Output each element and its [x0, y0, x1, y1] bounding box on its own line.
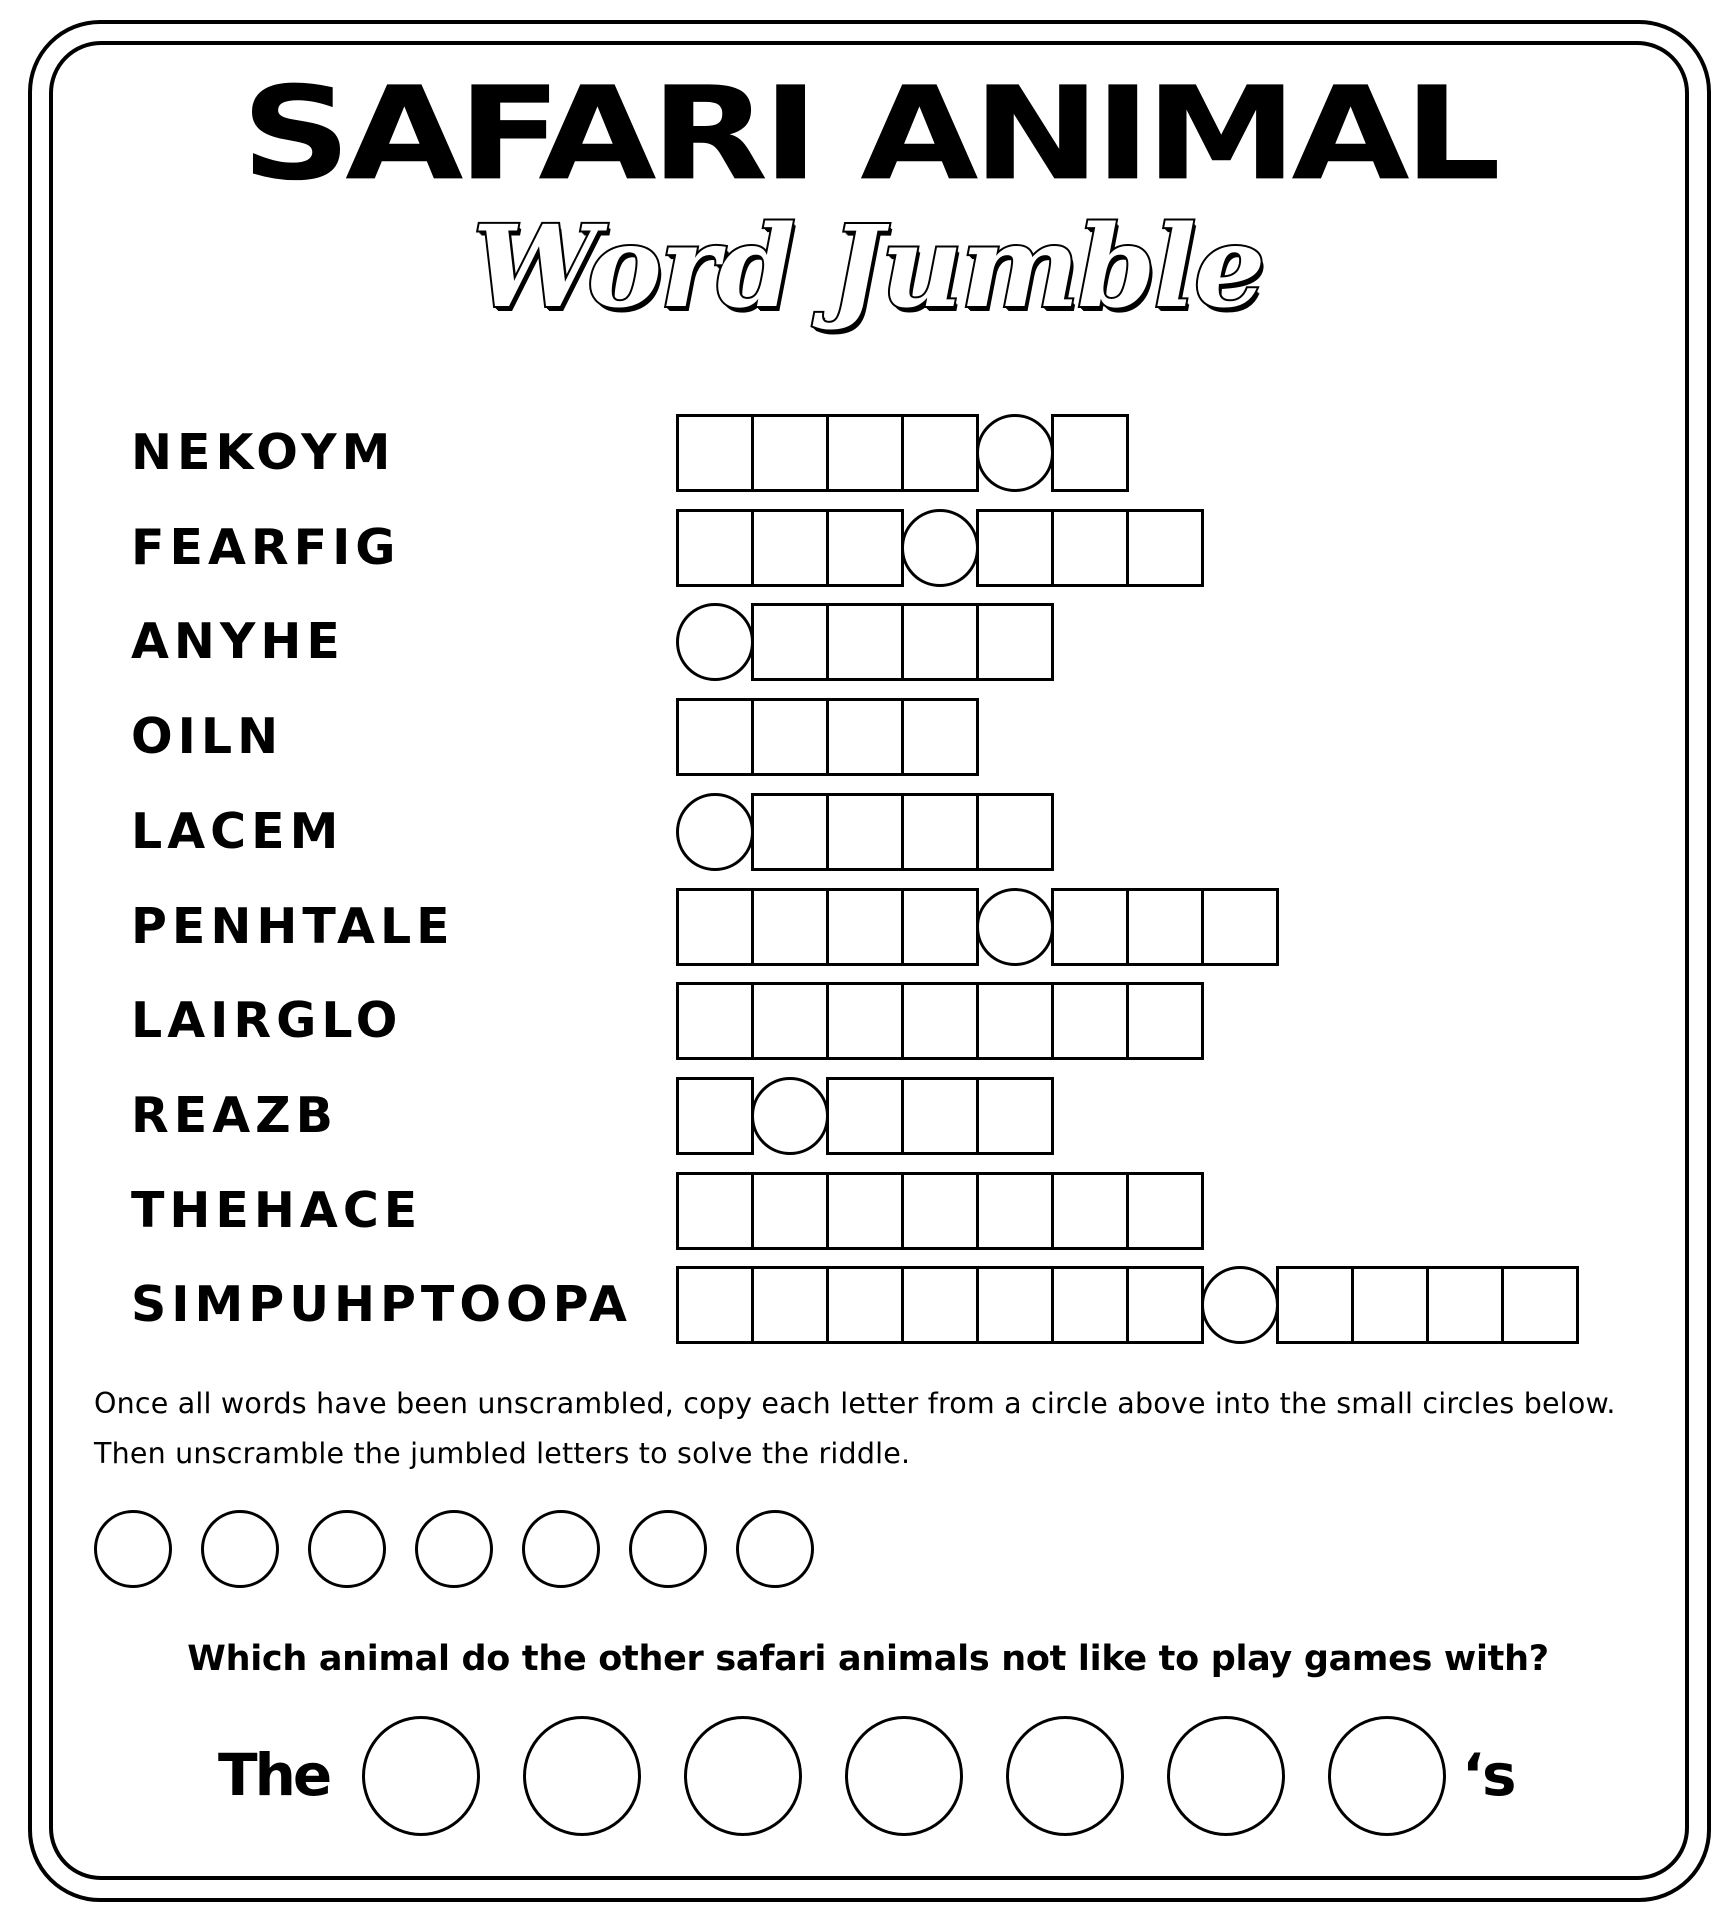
- letter-circle[interactable]: [751, 1077, 829, 1155]
- letter-circle[interactable]: [901, 509, 979, 587]
- letter-box[interactable]: [826, 1266, 904, 1344]
- letter-box[interactable]: [976, 509, 1054, 587]
- answer-grid: [676, 1172, 1201, 1250]
- letter-box[interactable]: [901, 1172, 979, 1250]
- letter-box[interactable]: [901, 888, 979, 966]
- letter-box[interactable]: [826, 698, 904, 776]
- answer-suffix: ‘s: [1462, 1741, 1515, 1809]
- letter-box[interactable]: [676, 982, 754, 1060]
- letter-box[interactable]: [976, 1266, 1054, 1344]
- letter-box[interactable]: [901, 603, 979, 681]
- letter-box[interactable]: [1051, 888, 1129, 966]
- answer-grid: [676, 1266, 1576, 1344]
- letter-box[interactable]: [976, 603, 1054, 681]
- answer-letter-circle[interactable]: [1006, 1716, 1124, 1836]
- answer-letter-circle[interactable]: [684, 1716, 802, 1836]
- answer-letter-circle[interactable]: [1167, 1716, 1285, 1836]
- answer-grid: [676, 982, 1201, 1060]
- letter-box[interactable]: [751, 509, 829, 587]
- scrambled-word: FEARFIG: [131, 519, 401, 576]
- answer-circles: [362, 1716, 1446, 1836]
- letter-circle[interactable]: [976, 888, 1054, 966]
- answer-grid: [676, 414, 1126, 492]
- letter-box[interactable]: [901, 1077, 979, 1155]
- letter-box[interactable]: [976, 793, 1054, 871]
- letter-box[interactable]: [1126, 1172, 1204, 1250]
- letter-box[interactable]: [751, 1266, 829, 1344]
- page-subtitle: Word Jumble: [472, 202, 1264, 333]
- letter-box[interactable]: [676, 1077, 754, 1155]
- letter-box[interactable]: [976, 1172, 1054, 1250]
- letter-box[interactable]: [826, 603, 904, 681]
- letter-circle[interactable]: [676, 603, 754, 681]
- letter-box[interactable]: [901, 982, 979, 1060]
- letter-circle[interactable]: [676, 793, 754, 871]
- letter-box[interactable]: [976, 1077, 1054, 1155]
- collected-letter-circle[interactable]: [629, 1510, 707, 1588]
- answer-grid: [676, 793, 1051, 871]
- letter-box[interactable]: [751, 793, 829, 871]
- scrambled-word: ANYHE: [131, 613, 345, 670]
- letter-box[interactable]: [901, 1266, 979, 1344]
- letter-box[interactable]: [1051, 1266, 1129, 1344]
- letter-box[interactable]: [1051, 1172, 1129, 1250]
- answer-grid: [676, 888, 1276, 966]
- letter-box[interactable]: [901, 793, 979, 871]
- letter-box[interactable]: [901, 414, 979, 492]
- letter-box[interactable]: [676, 888, 754, 966]
- scrambled-word: THEHACE: [131, 1182, 423, 1239]
- letter-box[interactable]: [1051, 509, 1129, 587]
- collected-letter-circle[interactable]: [308, 1510, 386, 1588]
- scrambled-word: LAIRGLO: [131, 992, 403, 1049]
- letter-box[interactable]: [1201, 888, 1279, 966]
- collected-letter-circle[interactable]: [94, 1510, 172, 1588]
- letter-box[interactable]: [1126, 509, 1204, 587]
- collected-letter-circle[interactable]: [415, 1510, 493, 1588]
- letter-box[interactable]: [676, 1266, 754, 1344]
- letter-box[interactable]: [1126, 888, 1204, 966]
- letter-circle[interactable]: [1201, 1266, 1279, 1344]
- letter-box[interactable]: [751, 603, 829, 681]
- letter-box[interactable]: [751, 1172, 829, 1250]
- letter-box[interactable]: [1501, 1266, 1579, 1344]
- page-title: SAFARI ANIMAL: [241, 59, 1495, 210]
- letter-box[interactable]: [826, 1172, 904, 1250]
- collected-letter-circle[interactable]: [736, 1510, 814, 1588]
- letter-box[interactable]: [826, 509, 904, 587]
- letter-box[interactable]: [676, 698, 754, 776]
- letter-box[interactable]: [826, 982, 904, 1060]
- letter-box[interactable]: [751, 888, 829, 966]
- letter-box[interactable]: [826, 793, 904, 871]
- answer-grid: [676, 603, 1051, 681]
- letter-box[interactable]: [751, 414, 829, 492]
- letter-box[interactable]: [976, 982, 1054, 1060]
- letter-box[interactable]: [1051, 982, 1129, 1060]
- letter-box[interactable]: [826, 888, 904, 966]
- answer-letter-circle[interactable]: [523, 1716, 641, 1836]
- letter-box[interactable]: [826, 414, 904, 492]
- letter-box[interactable]: [751, 982, 829, 1060]
- letter-box[interactable]: [676, 414, 754, 492]
- answer-grid: [676, 1077, 1051, 1155]
- instructions-line-2: Then unscramble the jumbled letters to solve the riddle.: [94, 1437, 911, 1470]
- letter-box[interactable]: [676, 509, 754, 587]
- letter-box[interactable]: [1351, 1266, 1429, 1344]
- letter-box[interactable]: [1126, 1266, 1204, 1344]
- letter-box[interactable]: [826, 1077, 904, 1155]
- letter-box[interactable]: [901, 698, 979, 776]
- answer-grid: [676, 698, 976, 776]
- letter-box[interactable]: [1426, 1266, 1504, 1344]
- letter-box[interactable]: [676, 1172, 754, 1250]
- letter-circle[interactable]: [976, 414, 1054, 492]
- answer-grid: [676, 509, 1201, 587]
- scrambled-word: REAZB: [131, 1087, 339, 1144]
- scrambled-word: LACEM: [131, 803, 344, 860]
- answer-prefix: The: [218, 1741, 330, 1809]
- letter-box[interactable]: [1276, 1266, 1354, 1344]
- letter-box[interactable]: [751, 698, 829, 776]
- collected-letters-circles: [94, 1510, 814, 1588]
- letter-box[interactable]: [1126, 982, 1204, 1060]
- answer-letter-circle[interactable]: [362, 1716, 480, 1836]
- answer-letter-circle[interactable]: [1328, 1716, 1446, 1836]
- scrambled-word: PENHTALE: [131, 898, 455, 955]
- instructions-line-1: Once all words have been unscrambled, copy each letter from a circle above into the small circles below.: [94, 1387, 1616, 1420]
- collected-letter-circle[interactable]: [522, 1510, 600, 1588]
- riddle-question: Which animal do the other safari animals not like to play games with?: [187, 1639, 1549, 1679]
- collected-letter-circle[interactable]: [201, 1510, 279, 1588]
- letter-box[interactable]: [1051, 414, 1129, 492]
- scrambled-word: NEKOYM: [131, 424, 396, 481]
- scrambled-word: SIMPUHPTOOPA: [131, 1276, 632, 1333]
- answer-letter-circle[interactable]: [845, 1716, 963, 1836]
- scrambled-word: OILN: [131, 708, 284, 765]
